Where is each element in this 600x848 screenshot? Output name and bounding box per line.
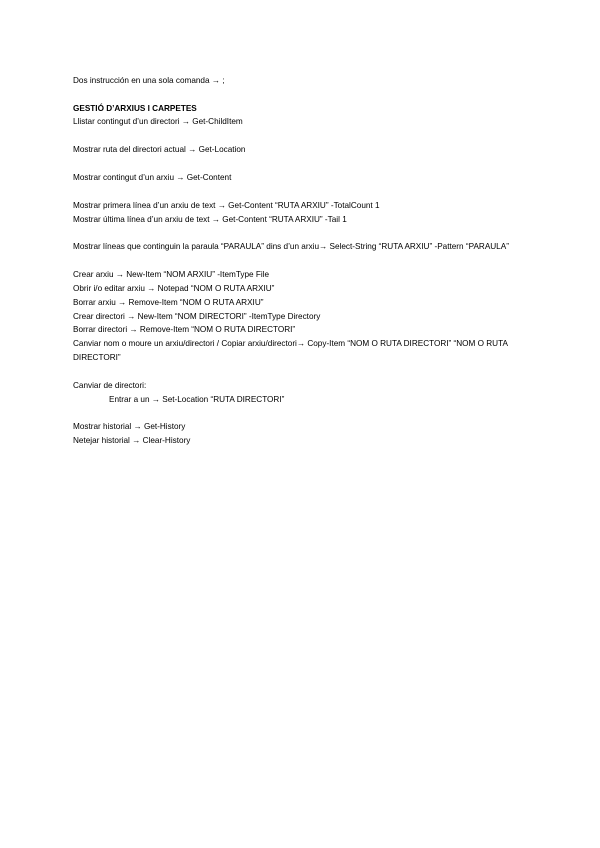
clear-history-line: Netejar historial → Clear-History [73, 436, 191, 446]
last-line-line: Mostrar última línea d’un arxiu de text → Get-Content “RUTA ARXIU” -Tail 1 [73, 214, 347, 224]
document-body [73, 74, 533, 448]
create-file-line: Crear arxiu → New-Item “NOM ARXIU” -ItemType File [73, 270, 270, 280]
select-string-line: Mostrar líneas que continguin la paraula “PARAULA” dins d’un arxiu→ Select-String “RUTA ARXIU” -Pattern “PARAULA” [73, 242, 509, 252]
show-history-line: Mostrar historial → Get-History [73, 422, 186, 432]
open-file-line: Obrir i/o editar arxiu → Notepad “NOM O RUTA ARXIU” [73, 283, 275, 293]
show-content-line: Mostrar contingut d’un arxiu → Get-Content [73, 172, 232, 182]
enter-dir-line: Entrar a un → Set-Location “RUTA DIRECTORI” [109, 394, 285, 404]
show-path-line: Mostrar ruta del directori actual → Get-Location [73, 145, 246, 155]
delete-file-line: Borrar arxiu → Remove-Item “NOM O RUTA ARXIU” [73, 297, 264, 307]
section-title: GESTIÓ D’ARXIUS I CARPETES [73, 103, 197, 113]
first-line-line: Mostrar primera línea d’un arxiu de text → Get-Content “RUTA ARXIU” -TotalCount 1 [73, 200, 380, 210]
delete-dir-line: Borrar directori → Remove-Item “NOM O RUTA DIRECTORI” [73, 325, 296, 335]
copy-move-line: Canviar nom o moure un arxiu/directori / Copiar arxiu/directori→ Copy-Item “NOM O RUTA DIRECTORI” “NOM O RUTA DIRECTORI” [73, 339, 508, 362]
create-dir-line: Crear directori → New-Item “NOM DIRECTORI” -ItemType Directory [73, 311, 321, 321]
list-dir-line: Llistar contingut d’un directori → Get-ChildItem [73, 117, 243, 127]
change-dir-title: Canviar de directori: [73, 380, 147, 390]
intro-line: Dos instrucción en una sola comanda → ; [73, 76, 225, 85]
